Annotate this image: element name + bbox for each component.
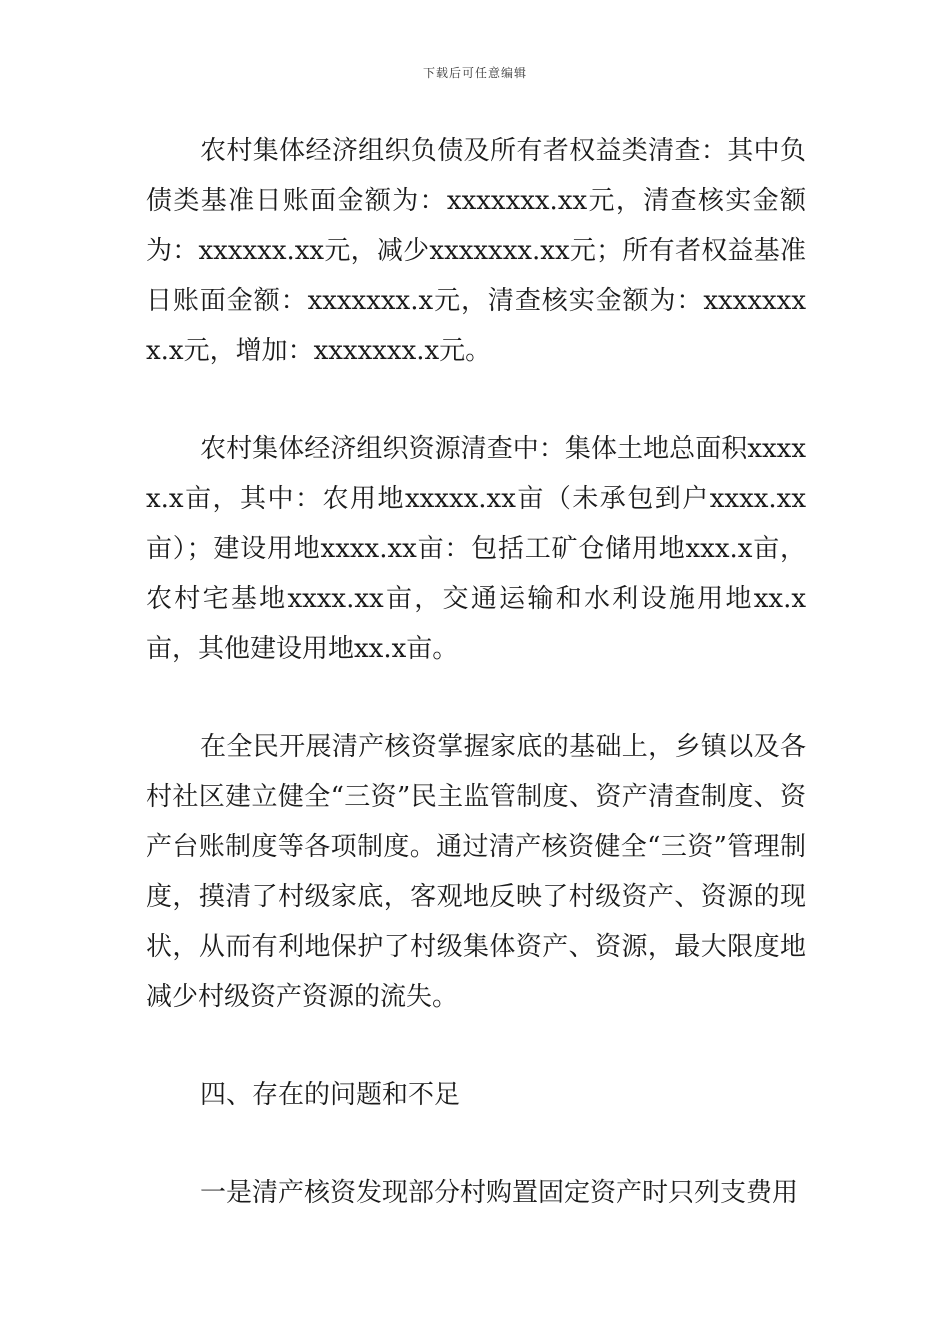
- paragraph-gap: [146, 1022, 806, 1070]
- document-body: [146, 126, 806, 1218]
- paragraph-gap: [146, 1120, 806, 1168]
- page-header: 下载后可任意编辑: [422, 66, 527, 80]
- paragraph-gap: [146, 376, 806, 424]
- paragraph-resources: 农村集体经济组织资源清查中：集体土地总面积xxxxx.x亩，其中：农用地xxxxx.xx亩（未承包到户xxxx.xx亩）；建设用地xxxx.xx亩：包括工矿仓储用地xxx.x亩，农村宅基地xxxx.xx亩，交通运输和水利设施用地xx.x亩，其他建设用地xx.x亩。: [146, 434, 806, 664]
- paragraph-management-system: 在全民开展清产核资掌握家底的基础上，乡镇以及各村社区建立健全“三资”民主监管制度、资产清查制度、资产台账制度等各项制度。通过清产核资健全“三资”管理制度，摸清了村级家底，客观地反映了村级资产、资源的现状，从而有利地保护了村级集体资产、资源，最大限度地减少村级资产资源的流失。: [146, 732, 806, 1012]
- paragraph-problem-one: 一是清产核资发现部分村购置固定资产时只列支费用: [200, 1178, 799, 1208]
- section-heading-problems: 四、存在的问题和不足: [200, 1080, 461, 1110]
- paragraph-gap: [146, 674, 806, 722]
- paragraph-liabilities-equity: 农村集体经济组织负债及所有者权益类清查：其中负债类基准日账面金额为：xxxxxxx.xx元，清查核实金额为：xxxxxx.xx元，减少xxxxxxx.xx元；所有者权益基准日账面金额：xxxxxxx.x元，清查核实金额为：xxxxxxxx.x元，增加：xxxxxxx.x元。: [146, 136, 806, 366]
